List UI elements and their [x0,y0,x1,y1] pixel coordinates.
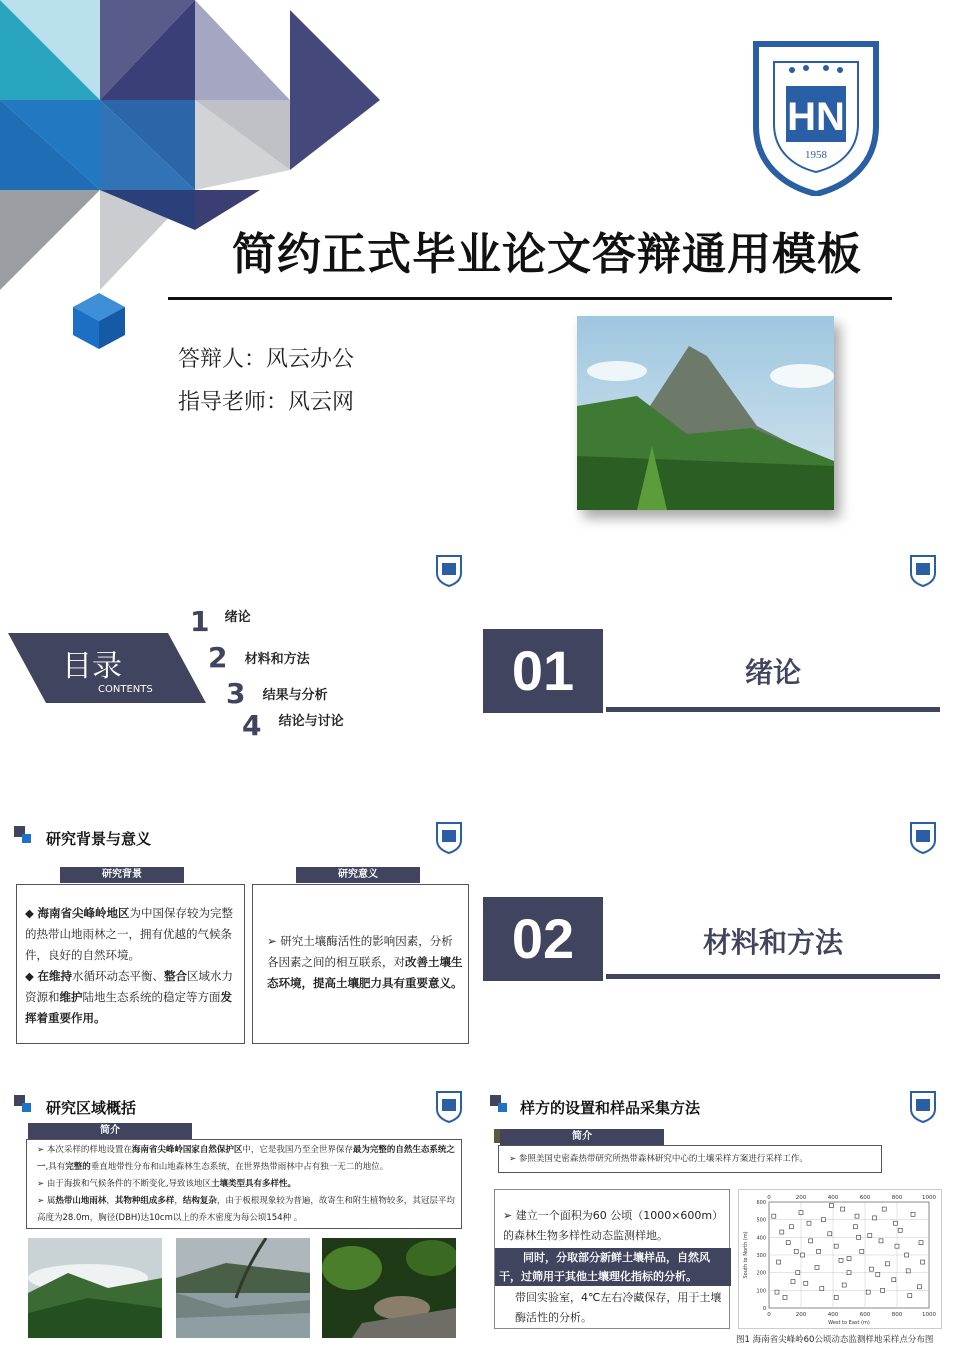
y-tick-label: 0 [762,1306,766,1312]
y-tick-label: 600 [756,1200,766,1206]
hn-logo-icon [910,1091,936,1123]
toc-num: 4 [242,709,262,742]
cube-icon [73,293,125,349]
bold-text: 土壤类型具有多样性。 [211,1179,297,1189]
x-tick-label-bottom: 800 [891,1312,903,1318]
toc-title: 目录 [62,649,122,684]
y-tick-label: 300 [756,1253,766,1259]
hn-logo-icon [910,822,936,854]
sample-point [898,1228,902,1232]
sample-point [869,1267,873,1271]
x-tick-label-top: 800 [891,1195,903,1201]
toc-slide [0,545,476,805]
toc-num: 2 [208,641,228,674]
text: 为中国保存较为完整的热带山地雨林之一，拥有优越的气候条件，良好的自然环境。 [25,906,233,962]
sample-point [855,1214,859,1218]
heading-square [498,1103,507,1112]
x-tick-label-top: 200 [795,1195,807,1201]
text: ， [106,1196,115,1206]
bold-text: 发挥着重要作用。 [25,990,232,1025]
area-point-1: ➢ 本次采样的样地设置在海南省尖峰岭国家自然保护区中，它是我国乃至全世界保存最为完整的自然生态系统之一,具有完整的垂直地带性分布和山地森林生态系统，在世界热带雨林中占有独一无二的地位。 [37,1145,455,1172]
figure-caption: 图1 海南省尖峰岭60公顷动态监测样地采样点分布图 [736,1335,934,1345]
title-divider [168,297,892,300]
text: ，由于板根现象较为普遍，故寄生和附生植物较多，其冠层平均高度为28.0m，胸径(DBH)达10cm以上的乔木密度为每公顷154种 。 [37,1196,455,1223]
sample-point [815,1265,819,1269]
sample-point [799,1211,803,1215]
sample-point [868,1234,872,1238]
method-point-3: 带回实验室，4℃左右冷藏保存，用于土壤酶活性的分析。 [515,1291,722,1324]
section-underline [606,707,940,712]
sample-point [906,1269,910,1273]
sample-point [911,1212,915,1216]
area-point-2: ➢ 由于海拔和气候条件的不断变化,导致该地区土壤类型具有多样性。 [37,1179,297,1189]
study-area-slide [0,1083,476,1352]
y-tick-label: 100 [756,1288,766,1295]
section-02-slide [482,812,960,1077]
background-tab: 研究背景 [60,867,184,883]
x-tick-label-bottom: 1000 [922,1312,936,1318]
sample-point [917,1285,921,1289]
text: 区域水力资源和 [25,969,233,1004]
y-tick-label: 400 [756,1235,766,1242]
advisor-line: 指导老师：风云网 [178,390,355,415]
section-01-slide [482,545,960,805]
hn-logo-icon [436,1091,462,1123]
sample-point [817,1249,821,1253]
bold-text: 热带山地雨林 [55,1196,107,1206]
forest-photo [28,1238,162,1338]
toc-label: 结果与分析 [262,688,328,703]
hn-logo-icon [436,822,462,854]
sample-point [892,1278,896,1282]
hn-logo-icon [436,555,462,587]
sample-point [860,1249,864,1253]
sample-point [820,1287,824,1291]
background-point-1: ◆ 海南省尖峰岭地区为中国保存较为完整的热带山地雨林之一，拥有优越的气候条件，良好的自然环境。 [25,906,233,962]
section-number: 02 [483,897,603,981]
background-point-2: ◆ 在维持水循环动态平衡、整合区域水力资源和维护陆地生态系统的稳定等方面发挥着重要作用。 [25,969,233,1025]
toc-item-1[interactable] [190,605,251,638]
x-tick-label-top: 0 [767,1195,771,1201]
text: 本次采样的样地设置在 [46,1145,132,1155]
text: 陆地生态系统的稳定等方面 [82,990,221,1004]
scatter-chart [739,1190,943,1330]
sample-point [786,1241,790,1245]
toc-label: 结论与讨论 [278,714,344,729]
sample-point [829,1204,833,1208]
sample-point [879,1239,883,1243]
toc-num: 3 [226,677,246,710]
sample-point [834,1295,838,1299]
x-axis-label: West to East (m) [828,1320,870,1326]
sample-point [842,1283,846,1287]
intro-tab: 简介 [28,1123,192,1139]
slide-heading: 研究背景与意义 [46,830,152,848]
sample-point [905,1253,909,1257]
sample-point [873,1216,877,1220]
section-number: 01 [483,629,603,713]
slide-heading: 研究区域概括 [46,1099,137,1117]
sample-point [772,1214,776,1218]
sample-point [921,1260,925,1264]
sample-point [828,1232,832,1236]
logo-letters: HN [787,95,845,139]
sample-point [847,1257,851,1261]
sample-point [780,1230,784,1234]
sample-point [893,1221,897,1225]
sample-point [809,1239,813,1243]
sample-point [881,1288,885,1292]
sample-point [791,1280,795,1284]
lizard-photo [322,1238,456,1338]
section-underline [606,974,940,979]
text: 由于海拔和气候条件的不断变化,导致该地区 [46,1179,212,1189]
background-slide [0,812,476,1077]
sample-point [882,1207,886,1211]
sample-point [847,1271,851,1275]
toc-num: 1 [190,605,210,638]
sample-point [876,1272,880,1276]
toc-item-3[interactable] [226,677,328,710]
section-title: 绪论 [744,656,801,689]
x-tick-label-bottom: 600 [859,1312,871,1318]
section-title: 材料和方法 [702,926,843,959]
sample-point [895,1244,899,1248]
intro-tab: 简介 [500,1129,664,1145]
x-tick-label-top: 1000 [922,1195,936,1201]
mountain-photo [577,316,834,510]
sample-point [801,1253,805,1257]
sample-point [796,1271,800,1275]
x-tick-label-bottom: 0 [767,1312,771,1318]
presenter-line: 答辩人：风云办公 [178,347,355,372]
cover-title: 简约正式毕业论文答辩通用模板 [232,229,862,280]
intro-panel [498,1145,882,1173]
text: ,具有 [45,1162,66,1172]
heading-square [22,834,31,843]
bold-text: 其物种组成多样 [114,1196,175,1206]
sampling-intro: ➢ 参照美国史密森热带研究所热带森林研究中心的土壤采样方案进行采样工作。 [509,1154,808,1164]
sample-point [834,1244,838,1248]
bold-text: 结构复杂 [182,1196,217,1206]
sample-point [839,1258,843,1262]
sample-point [885,1262,889,1266]
toc-item-4[interactable] [242,709,344,742]
text: 属 [46,1196,56,1206]
bold-text: 完整的 [65,1162,91,1172]
heading-square [22,1103,31,1112]
slide-heading: 样方的设置和样品采集方法 [520,1099,701,1117]
sample-point [789,1225,793,1229]
sample-point [821,1218,825,1222]
text: 垂直地带性分布和山地森林生态系统，在世界热带雨林中占有独一无二的地位。 [90,1162,389,1172]
bold-text: 在维持 [37,969,72,983]
intro-panel [26,1139,462,1229]
sample-point [853,1225,857,1229]
significance-point: ➢ 研究土壤酶活性的影响因素，分析各因素之间的相互联系，对改善土壤生态环境，提高土壤肥力具有重要意义。 [267,934,463,990]
text: ， [174,1196,183,1206]
sample-point [807,1221,811,1225]
sample-point [804,1281,808,1285]
toc-label: 绪论 [224,610,251,625]
sample-point [775,1290,779,1294]
x-tick-label-bottom: 200 [795,1312,807,1318]
sample-point [794,1249,798,1253]
lake-photo [176,1238,310,1338]
sample-point [777,1260,781,1264]
toc-subtitle: CONTENTS [98,684,153,695]
bold-text: 维护 [59,990,83,1004]
text: 水循环动态平衡、 [72,969,164,983]
method-panel [494,1189,730,1329]
sample-point [783,1295,787,1299]
significance-panel [252,884,469,1044]
x-tick-label-bottom: 400 [827,1312,839,1318]
y-axis-label: South to North (m) [743,1231,749,1279]
cover-slide [0,0,960,540]
sample-point [841,1207,845,1211]
bold-text: 整合 [164,969,187,983]
sample-point [919,1241,923,1245]
bold-text: 海南省尖峰岭国家自然保护区 [131,1145,243,1155]
text: 中，它是我国乃至全世界保存 [242,1145,353,1155]
toc-item-2[interactable] [208,641,310,674]
sample-point [857,1235,861,1239]
sample-point [908,1294,912,1298]
method-point-1: ➢ 建立一个面积为60 公顷（1000×600m）的森林生物多样性动态监测样地。 [503,1209,724,1242]
text: 建立一个面积为60 公顷（1000×600m）的森林生物多样性动态监测样地。 [503,1209,724,1242]
text: 研究土壤酶活性的影响因素，分析各因素之间的相互联系，对 [267,934,453,969]
method-point-2: 同时，分取部分新鲜土壤样品，自然风干，过筛用于其他土壤理化指标的分析。 [499,1251,710,1283]
area-point-3: ➢ 属热带山地雨林，其物种组成多样，结构复杂，由于板根现象较为普遍，故寄生和附生植物较多，其冠层平均高度为28.0m，胸径(DBH)达10cm以上的乔木密度为每公顷154种 。 [37,1196,455,1223]
toc-label: 材料和方法 [244,652,310,667]
y-tick-label: 200 [756,1270,766,1277]
bold-text: 最为完整的自然生态系统之一 [37,1145,455,1172]
x-tick-label-top: 600 [859,1195,871,1201]
x-tick-label-top: 400 [827,1195,839,1201]
university-logo [752,40,880,196]
sampling-slide [482,1083,960,1352]
bold-text: 改善土壤生态环境，提高土壤肥力具有重要意义。 [267,955,463,990]
sample-point [866,1290,870,1294]
background-panel [16,884,245,1044]
hn-logo-icon [910,555,936,587]
y-tick-label: 500 [756,1217,766,1224]
bold-text: 海南省尖峰岭地区 [37,906,130,920]
text: 参照美国史密森热带研究所热带森林研究中心的土壤采样方案进行采样工作。 [518,1154,808,1164]
significance-tab: 研究意义 [296,867,420,883]
logo-year: 1958 [805,149,827,161]
sample-map-figure [738,1189,942,1329]
